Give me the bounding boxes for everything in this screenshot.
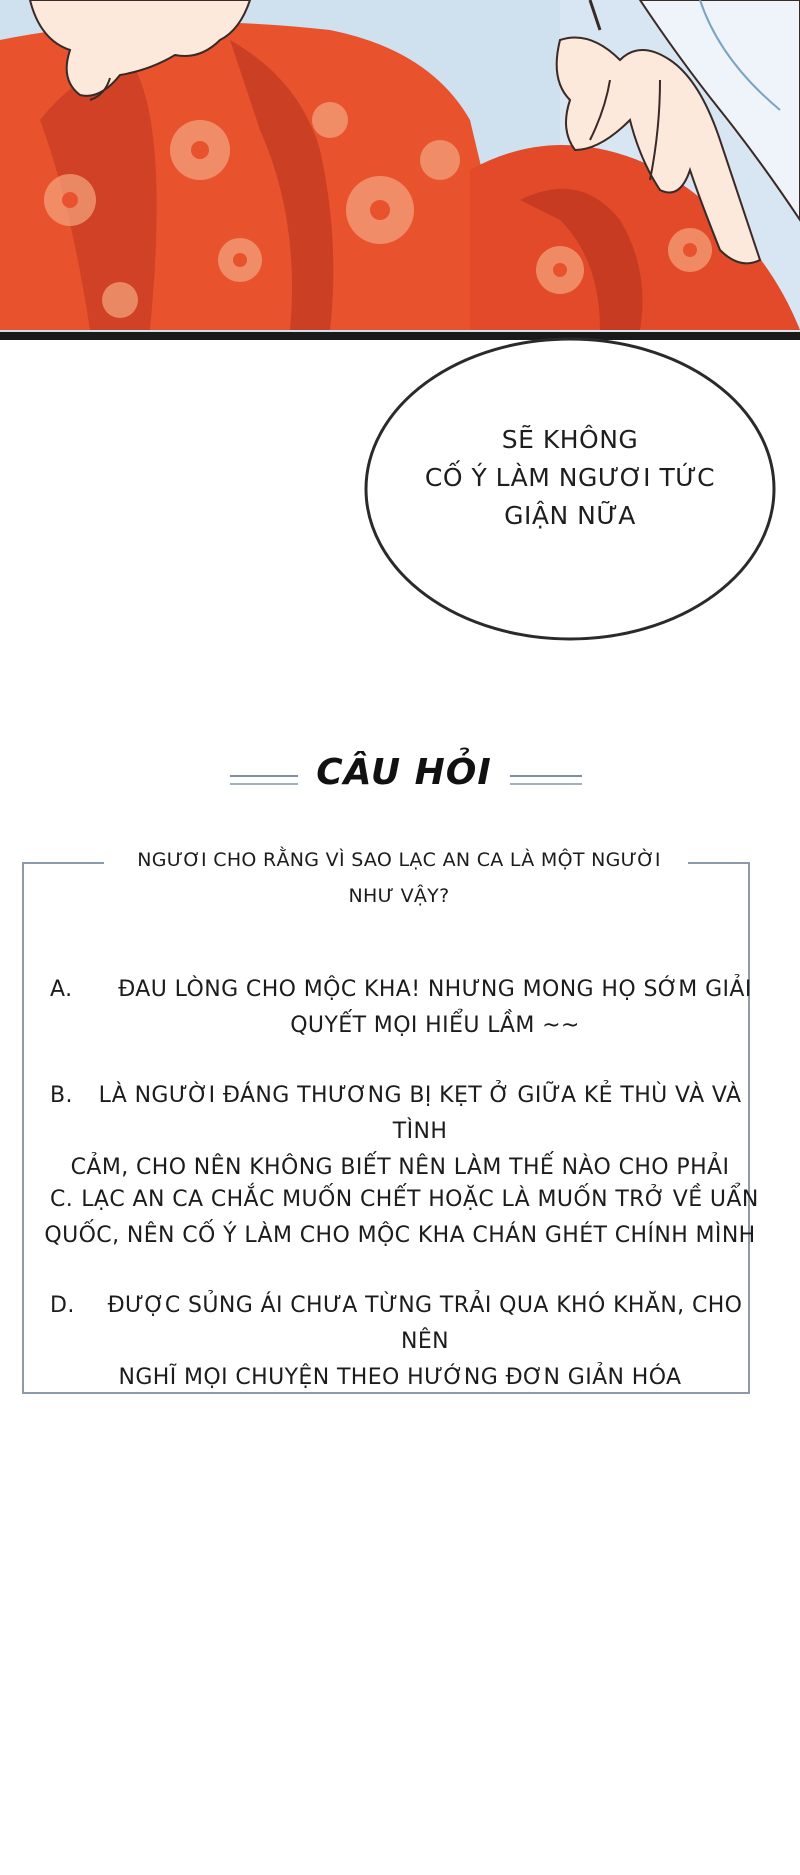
comic-panel-illustration [0,0,800,340]
speech-line: CỐ Ý LÀM NGƯƠI TỨC [424,463,716,492]
option-text-line: CẢM, CHO NÊN KHÔNG BIẾT NÊN LÀM THẾ NÀO CHO PHẢI [70,1155,730,1180]
question-line: NGƯƠI CHO RẰNG VÌ SAO LẠC AN CA LÀ MỘT NGƯỜI [137,849,661,871]
title-decor-right [510,775,582,785]
option-text-line: QUYẾT MỌI HIỂU LẦM ~~ [290,1013,580,1038]
title-decor-left [230,775,298,785]
option-letter: A. [50,977,73,1002]
speech-bubble [360,325,780,645]
option-text-line: NGHĨ MỌI CHUYỆN THEO HƯỚNG ĐƠN GIẢN HÓA [118,1365,682,1390]
option-text-line: QUỐC, NÊN CỐ Ý LÀM CHO MỘC KHA CHÁN GHÉT CHÍNH MÌNH [44,1223,756,1248]
quiz-option-d[interactable] [40,1288,760,1396]
quiz-question [112,842,686,914]
option-letter: B. [50,1083,73,1108]
option-letter: C. [50,1187,74,1212]
option-text-line: ĐAU LÒNG CHO MỘC KHA! NHƯNG MONG HỌ SỚM GIẢI [118,977,752,1002]
question-line: NHƯ VẬY? [348,885,450,907]
option-text-line: LÀ NGƯỜI ĐÁNG THƯƠNG BỊ KẸT Ở GIỮA KẺ THÙ VÀ VÀ TÌNH [98,1083,742,1144]
option-text-line: LẠC AN CA CHẮC MUỐN CHẾT HOẶC LÀ MUỐN TRỞ VỀ UẨN [81,1187,759,1212]
speech-line: SẼ KHÔNG [501,425,639,454]
quiz-option-b[interactable] [40,1078,760,1186]
speech-line: GIẬN NỮA [504,501,636,530]
option-text-line: ĐƯỢC SỦNG ÁI CHƯA TỪNG TRẢI QUA KHÓ KHĂN, CHO NÊN [107,1293,743,1354]
quiz-option-c[interactable] [40,1182,760,1254]
panel-artwork [0,0,800,340]
speech-bubble-text [380,421,760,535]
option-letter: D. [50,1293,75,1318]
quiz-option-a[interactable] [40,972,760,1044]
quiz-title-row [0,752,800,802]
quiz-title: CÂU HỎI [316,752,492,793]
